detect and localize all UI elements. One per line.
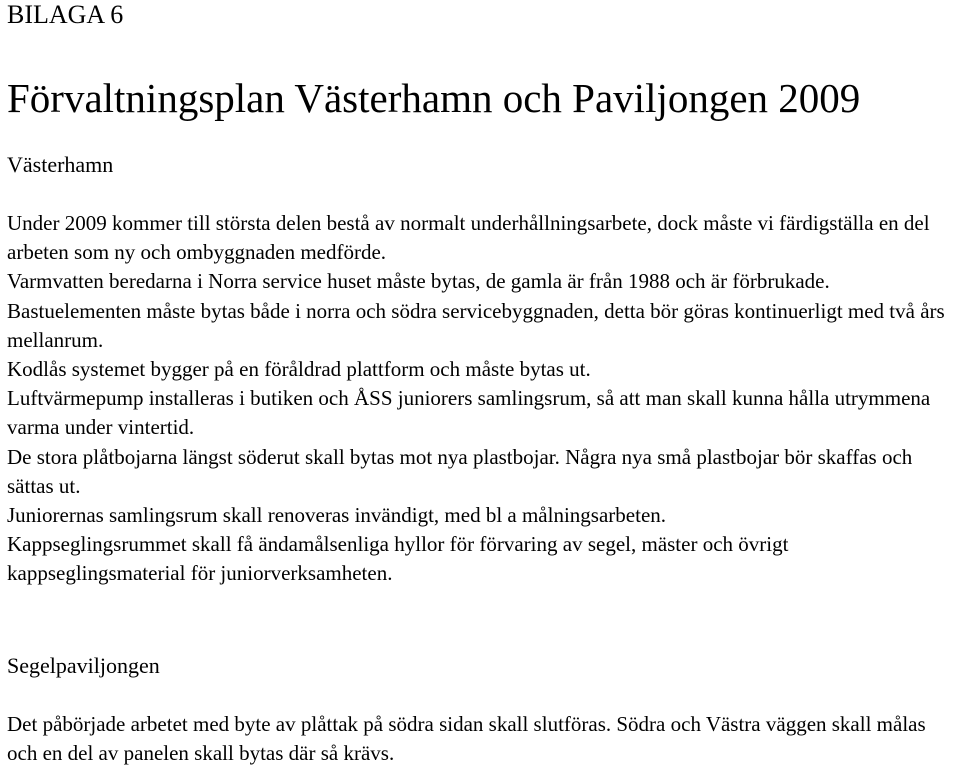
paragraph: Varmvatten beredarna i Norra service huset måste bytas, de gamla är från 1988 och är förbrukade. bbox=[7, 269, 830, 294]
document-title: Förvaltningsplan Västerhamn och Paviljongen 2009 bbox=[7, 75, 861, 121]
paragraph: Bastuelementen måste bytas både i norra och södra servicebyggnaden, detta bör göras kontinuerligt med två års mellanrum. bbox=[7, 298, 945, 352]
paragraph: Kappseglingsrummet skall få ändamålsenliga hyllor för förvaring av segel, mäster och övrigt kappseglingsmaterial för juniorverksamheten. bbox=[7, 532, 789, 586]
paragraph: Juniorernas samlingsrum skall renoveras invändigt, med bl a målningsarbeten. bbox=[7, 503, 667, 528]
section-body bbox=[7, 209, 957, 589]
paragraph: Kodlås systemet bygger på en föråldrad plattform och måste bytas ut. bbox=[7, 357, 591, 382]
section-body bbox=[7, 710, 957, 768]
paragraph: Det påbörjade arbetet med byte av plåttak på södra sidan skall slutföras. Södra och Västra väggen skall målas och en del av panelen skall bytas där så krävs. bbox=[7, 712, 926, 766]
paragraph: Luftvärmepump installeras i butiken och ÅSS juniorers samlingsrum, så att man skall kunna hålla utrymmena varma under vintertid. bbox=[7, 386, 931, 440]
appendix-label: BILAGA 6 bbox=[7, 0, 124, 29]
section-segelpaviljongen bbox=[7, 651, 957, 768]
paragraph: Under 2009 kommer till största delen bestå av normalt underhållningsarbete, dock måste vi färdigställa en del arbeten som ny och ombyggnaden medförde. bbox=[7, 211, 930, 265]
paragraph: De stora plåtbojarna längst söderut skall bytas mot nya plastbojar. Några nya små plastbojar bör skaffas och sättas ut. bbox=[7, 444, 913, 498]
section-heading: Segelpaviljongen bbox=[7, 653, 160, 678]
document-page bbox=[7, 0, 957, 766]
section-vasterhamn bbox=[7, 150, 957, 589]
section-heading: Västerhamn bbox=[7, 152, 114, 177]
